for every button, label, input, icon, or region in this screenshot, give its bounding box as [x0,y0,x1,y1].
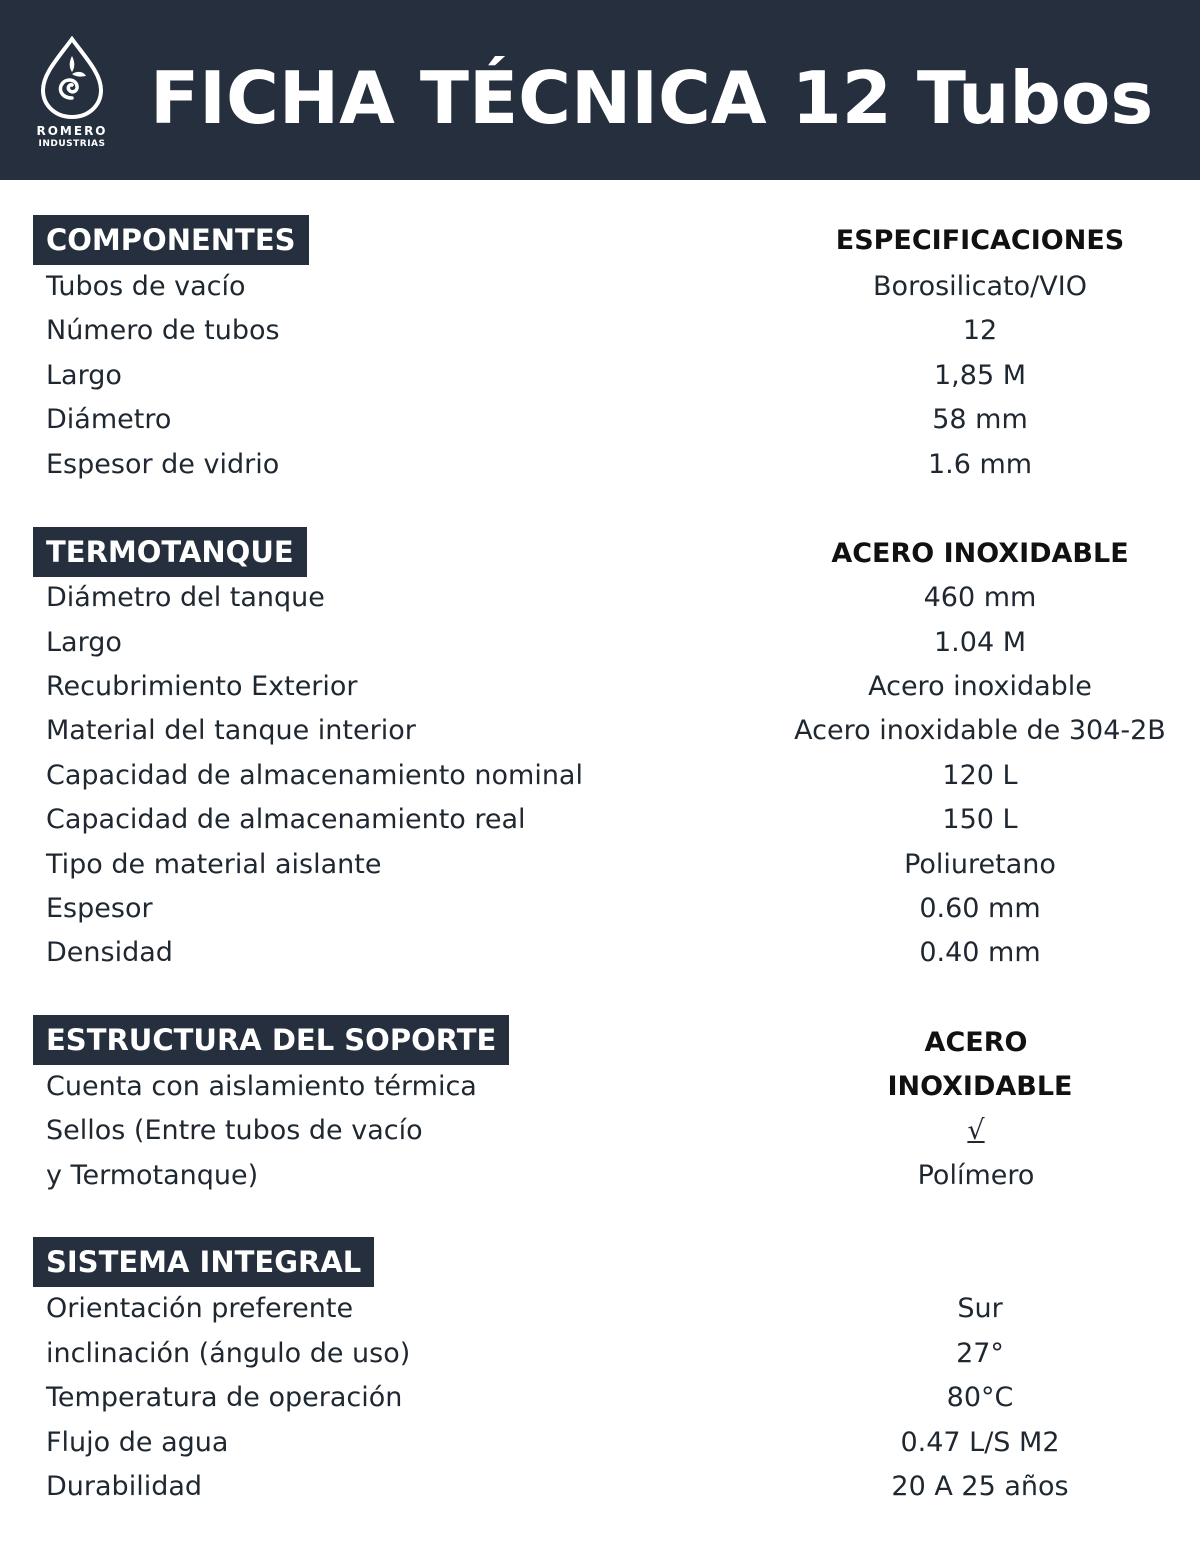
row-label: Largo [46,360,122,391]
row-value: Polímero [917,1160,1035,1191]
row-label: Orientación preferente [46,1293,354,1324]
row-value: 20 A 25 años [891,1471,1069,1502]
row-value: 120 L [942,760,1018,791]
row-value: Borosilicato/VIO [873,271,1087,302]
row-label: Capacidad de almacenamiento nominal [46,760,583,791]
row-label: Tubos de vacío [46,271,246,302]
section-tag-termotanque: TERMOTANQUE [33,527,307,577]
spec-heading-acero: ACERO [924,1027,1028,1058]
brand-logo [26,36,118,154]
row-label: Sellos (Entre tubos de vacío [46,1115,423,1146]
row-value: 150 L [942,804,1018,835]
row-label: Largo [46,627,122,658]
row-label: Flujo de agua [46,1427,229,1458]
section-tag-estructura-soporte: ESTRUCTURA DEL SOPORTE [33,1015,509,1065]
logo-sub-text: INDUSTRIAS [38,139,106,149]
row-value: 58 mm [932,404,1028,435]
checkmark-glyph: √ [967,1115,985,1146]
row-value: 1.04 M [934,627,1026,658]
row-label: Densidad [46,937,173,968]
row-value: 460 mm [923,582,1037,613]
row-label: Número de tubos [46,315,280,346]
section-tag-componentes: COMPONENTES [33,215,309,265]
row-label: y Termotanque) [46,1160,259,1191]
row-label: Recubrimiento Exterior [46,671,358,702]
row-value: 80°C [946,1382,1014,1413]
row-label: Capacidad de almacenamiento real [46,804,526,835]
row-label: inclinación (ángulo de uso) [46,1338,411,1369]
row-label: Durabilidad [46,1471,203,1502]
spec-heading-especificaciones: ESPECIFICACIONES [835,225,1125,256]
row-value: 1.6 mm [927,449,1033,480]
row-label: Diámetro [46,404,172,435]
row-value: Acero inoxidable de 304-2B [794,715,1166,746]
logo-brand-text: ROMERO [36,124,108,138]
row-value: 1,85 M [934,360,1026,391]
row-label: Cuenta con aislamiento térmica [46,1071,477,1102]
row-value: Poliuretano [904,849,1056,880]
page-title: FICHA TÉCNICA 12 Tubos [150,56,1154,140]
checkmark-icon [756,1113,1196,1149]
header-bar [0,0,1200,180]
section-tag-sistema-integral: SISTEMA INTEGRAL [33,1237,374,1287]
spec-heading-acero-inoxidable: ACERO INOXIDABLE [831,538,1129,569]
row-value: 0.60 mm [919,893,1041,924]
row-label: Tipo de material aislante [46,849,382,880]
row-value: 27° [956,1338,1004,1369]
row-value: Acero inoxidable [868,671,1092,702]
row-value: 0.40 mm [919,937,1041,968]
row-label: Espesor [46,893,153,924]
row-label: Temperatura de operación [46,1382,403,1413]
water-drop-spiral-icon [38,36,106,120]
row-value: 12 [962,315,998,346]
row-label: Espesor de vidrio [46,449,280,480]
row-label: Diámetro del tanque [46,582,325,613]
row-label: Material del tanque interior [46,715,416,746]
spec-heading-inoxidable: INOXIDABLE [887,1071,1073,1102]
row-value: Sur [957,1293,1003,1324]
row-value: 0.47 L/S M2 [900,1427,1060,1458]
